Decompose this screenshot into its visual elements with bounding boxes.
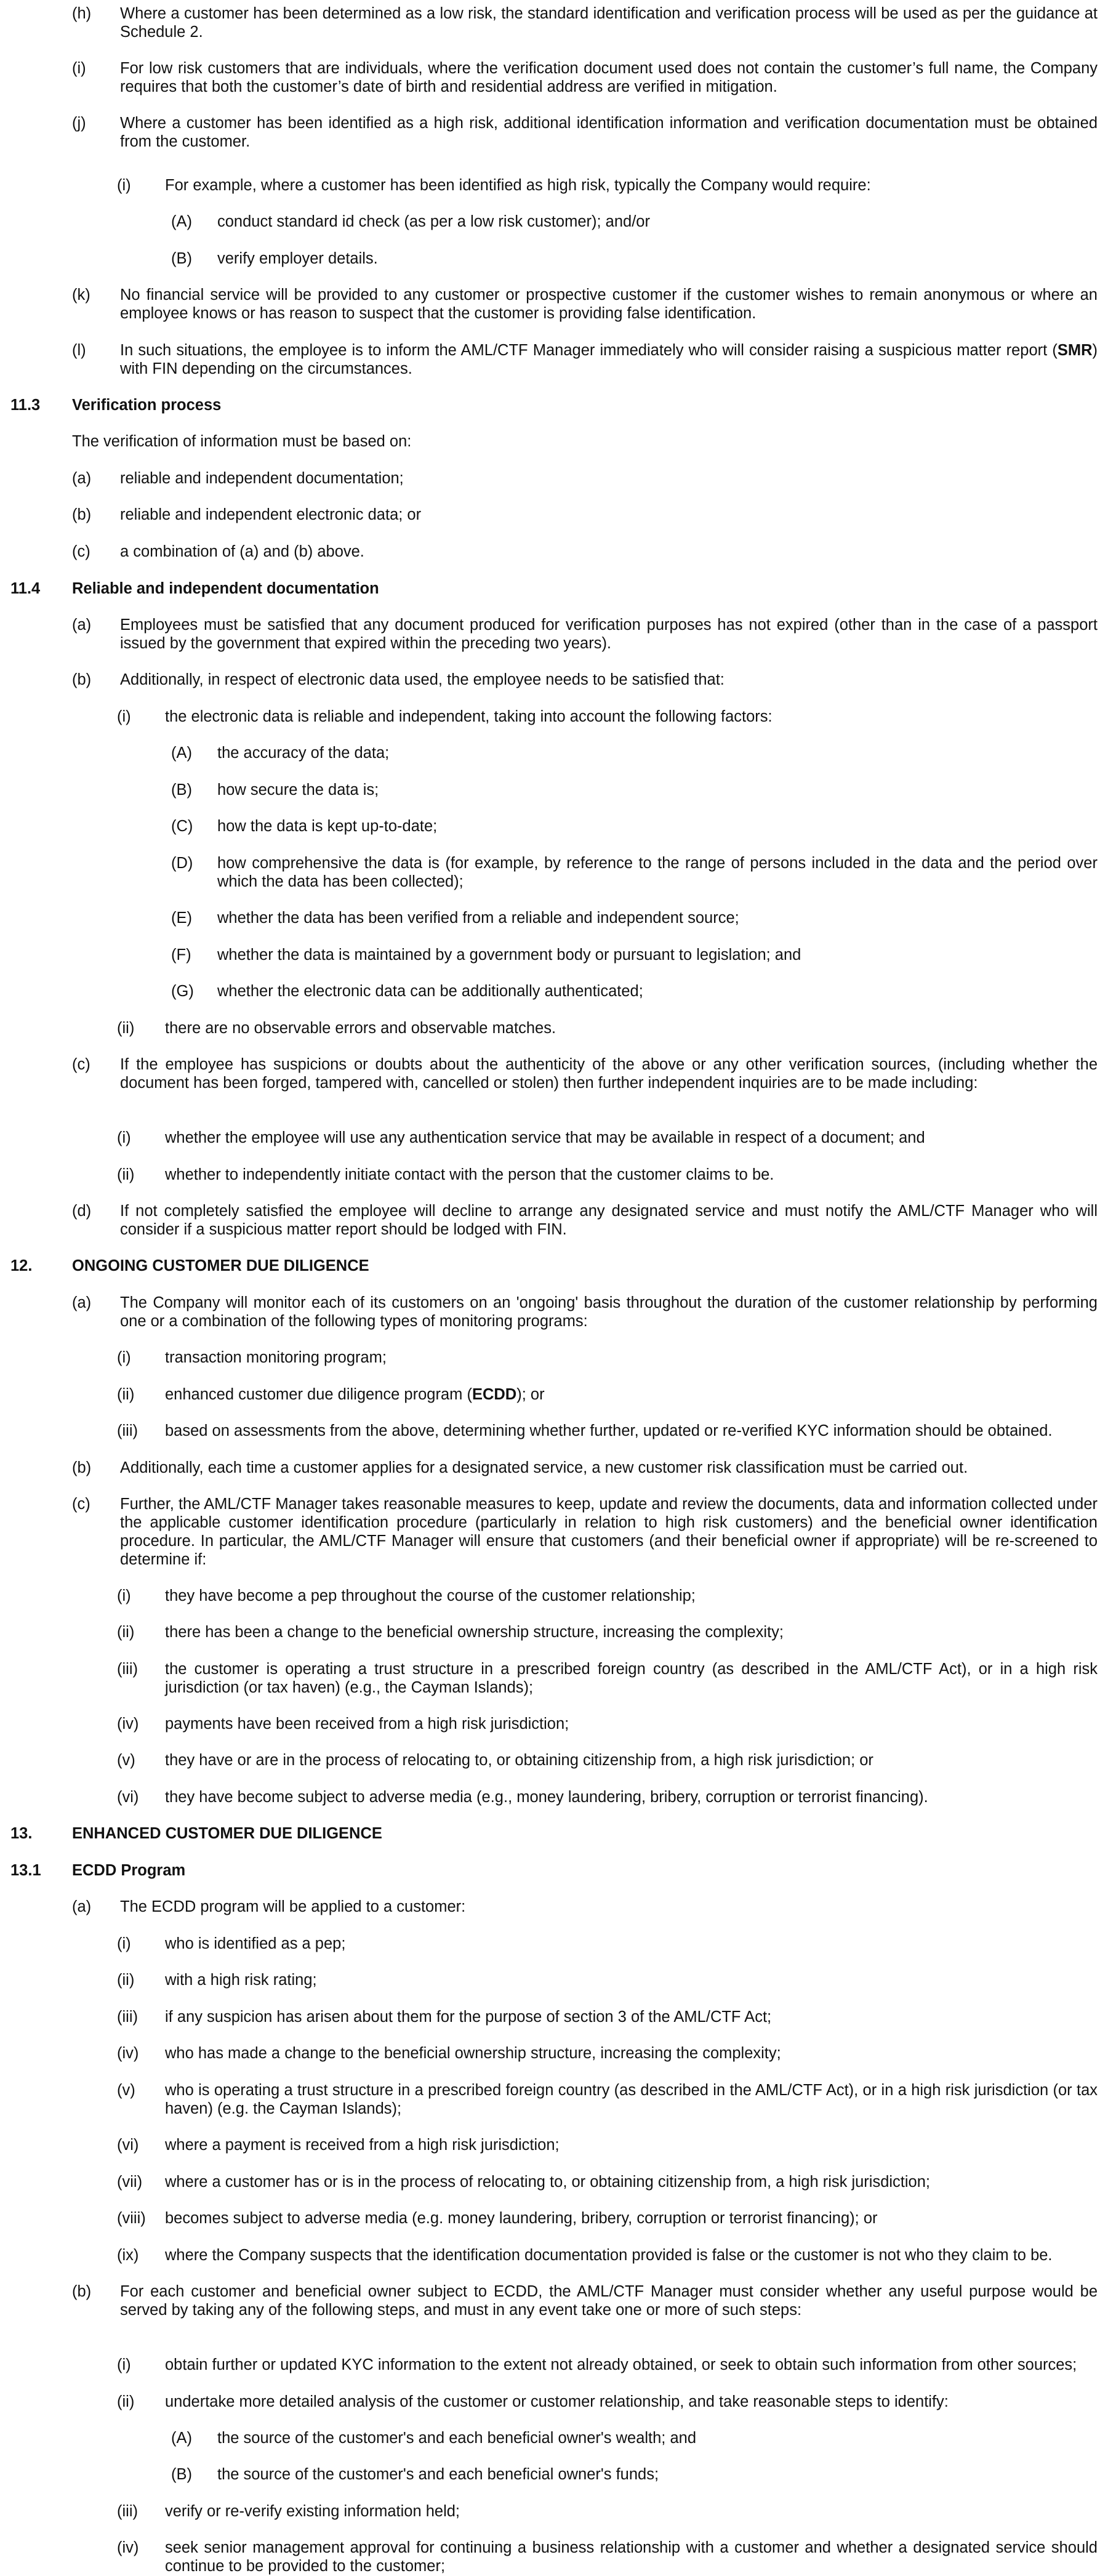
- text-run: payments have been received from a high risk jurisdiction;: [165, 1715, 569, 1733]
- item-number: (b): [72, 1459, 92, 1476]
- item-text: [72, 579, 1098, 598]
- text-run: In such situations, the employee is to inform the AML/CTF Manager immediately who will consider raising a suspicious matter report (: [120, 342, 1058, 359]
- text-run: Where a customer has been identified as a high risk, additional identification information and verification documentation must be obtained from the customer.: [120, 115, 1098, 150]
- text-run: based on assessments from the above, determining whether further, updated or re-verified KYC information should be obtained.: [165, 1422, 1053, 1439]
- text-run: there has been a change to the beneficial ownership structure, increasing the complexity;: [165, 1624, 784, 1641]
- item-text: [120, 1495, 1098, 1569]
- item-text: [120, 616, 1098, 653]
- text-run: verify employer details.: [217, 250, 378, 267]
- item-text: [165, 1385, 1098, 1404]
- item-text: [217, 854, 1098, 891]
- text-run: where a customer has or is in the process of relocating to, or obtaining citizenship from, a high risk jurisdiction;: [165, 2173, 931, 2191]
- item-text: [165, 2538, 1098, 2575]
- bold-text: Verification process: [72, 396, 222, 414]
- item-text: [120, 341, 1098, 378]
- item-number: (i): [117, 1349, 131, 1366]
- text-run: ); or: [516, 1386, 545, 1403]
- text-run: becomes subject to adverse media (e.g. money laundering, bribery, corruption or terrorist financing); or: [165, 2210, 878, 2227]
- bold-text: Reliable and independent documentation: [72, 580, 379, 597]
- item-number: (iii): [117, 1422, 138, 1439]
- item-number: (i): [117, 1935, 131, 1952]
- item-number: (ii): [117, 1020, 135, 1037]
- item-number: (iv): [117, 2539, 139, 2556]
- item-text: [165, 2393, 1098, 2411]
- item-text: [165, 2136, 1098, 2154]
- text-run: ) with FIN depending on the circumstances.: [120, 342, 1098, 377]
- item-text: [165, 1348, 1098, 1367]
- item-number: (b): [72, 506, 92, 523]
- text-run: how the data is kept up-to-date;: [217, 818, 438, 835]
- text-run: with a high risk rating;: [165, 1971, 317, 1989]
- item-text: [165, 1422, 1098, 1440]
- text-run: where the Company suspects that the identification documentation provided is false or the customer is not who they claim to be.: [165, 2247, 1053, 2264]
- item-number: (viii): [117, 2210, 146, 2227]
- item-text: [217, 982, 1098, 1000]
- item-number: (vi): [117, 2136, 139, 2154]
- item-text: [217, 909, 1098, 927]
- item-number: (ii): [117, 2393, 135, 2410]
- text-run: who is identified as a pep;: [165, 1935, 346, 1952]
- item-text: [120, 4, 1098, 41]
- item-number: (iii): [117, 2503, 138, 2520]
- text-run: there are no observable errors and observable matches.: [165, 1020, 556, 1037]
- item-text: [165, 176, 1098, 195]
- item-text: [165, 2081, 1098, 2118]
- bold-text: ENHANCED CUSTOMER DUE DILIGENCE: [72, 1825, 382, 1842]
- text-run: reliable and independent electronic data; or: [120, 506, 422, 523]
- item-number: (iii): [117, 1660, 138, 1678]
- item-text: [217, 744, 1098, 762]
- item-text: [217, 781, 1098, 799]
- item-number: (v): [117, 2082, 135, 2099]
- item-text: [120, 1055, 1098, 1092]
- item-number: (c): [72, 1056, 90, 1073]
- item-number: (c): [72, 543, 90, 560]
- text-run: The Company will monitor each of its customers on an 'ongoing' basis throughout the duration of the customer relationship by performing one or a combination of the following types of monitoring programs:: [120, 1294, 1098, 1330]
- item-number: (ii): [117, 1624, 135, 1641]
- text-run: obtain further or updated KYC information to the extent not already obtained, or seek to obtain such information from other sources;: [165, 2356, 1077, 2373]
- text-run: whether the employee will use any authentication service that may be available in respect of a document; and: [165, 1129, 925, 1146]
- item-number: (b): [72, 671, 92, 688]
- item-text: [165, 1971, 1098, 1989]
- item-number: 12.: [10, 1257, 33, 1274]
- item-text: [165, 2246, 1098, 2264]
- item-number: (ii): [117, 1166, 135, 1183]
- text-run: Additionally, each time a customer applies for a designated service, a new customer risk classification must be carried out.: [120, 1459, 968, 1476]
- bold-text: ECDD Program: [72, 1862, 186, 1879]
- item-number: (j): [72, 115, 86, 132]
- text-run: the source of the customer's and each beneficial owner's wealth; and: [217, 2429, 697, 2447]
- item-number: (vi): [117, 1789, 139, 1806]
- text-run: For example, where a customer has been identified as high risk, typically the Company would require:: [165, 177, 871, 194]
- item-text: [165, 2209, 1098, 2228]
- item-text: [165, 1129, 1098, 1147]
- text-run: The verification of information must be based on:: [72, 433, 412, 450]
- item-text: [72, 1824, 1098, 1843]
- text-run: Additionally, in respect of electronic data used, the employee needs to be satisfied that:: [120, 671, 725, 688]
- item-number: (B): [171, 781, 192, 799]
- item-number: (ii): [117, 1386, 135, 1403]
- item-text: [120, 114, 1098, 151]
- item-number: (v): [117, 1752, 135, 1769]
- item-text: [72, 1861, 1098, 1880]
- text-run: they have become subject to adverse media (e.g., money laundering, bribery, corruption or terrorist financing).: [165, 1789, 928, 1806]
- item-number: 11.3: [10, 396, 41, 414]
- text-run: conduct standard id check (as per a low risk customer); and/or: [217, 213, 650, 230]
- text-run: the customer is operating a trust structure in a prescribed foreign country (as described in the AML/CTF Act), or in a high risk jurisdiction (or tax haven) (e.g., the Cayman Islands);: [165, 1660, 1098, 1696]
- item-number: (l): [72, 342, 86, 359]
- text-run: the electronic data is reliable and independent, taking into account the following factors:: [165, 708, 773, 725]
- item-text: [165, 707, 1098, 726]
- item-number: (A): [171, 2429, 192, 2447]
- text-run: whether the data has been verified from a reliable and independent source;: [217, 909, 739, 927]
- item-number: (a): [72, 470, 92, 487]
- item-text: [165, 1788, 1098, 1806]
- item-number: (a): [72, 1898, 92, 1915]
- item-text: [120, 1294, 1098, 1330]
- text-run: the accuracy of the data;: [217, 744, 390, 762]
- item-number: (b): [72, 2283, 92, 2300]
- text-run: Where a customer has been determined as a low risk, the standard identification and verification process will be used as per the guidance at Schedule 2.: [120, 5, 1098, 41]
- text-run: they have become a pep throughout the course of the customer relationship;: [165, 1587, 696, 1604]
- text-run: how secure the data is;: [217, 781, 379, 799]
- item-number: (i): [117, 177, 131, 194]
- item-number: (B): [171, 2466, 192, 2483]
- item-number: (A): [171, 744, 192, 762]
- text-run: If not completely satisfied the employee will decline to arrange any designated service and must notify the AML/CTF Manager who will consider if a suspicious matter report should be lodged with FIN.: [120, 1202, 1098, 1238]
- item-text: [72, 432, 1098, 451]
- text-run: who is operating a trust structure in a prescribed foreign country (as described in the AML/CTF Act), or in a high risk jurisdiction (or tax haven) (e.g. the Cayman Islands);: [165, 2082, 1098, 2117]
- item-text: [217, 212, 1098, 231]
- item-number: (A): [171, 213, 192, 230]
- item-text: [165, 2173, 1098, 2191]
- item-number: (i): [117, 1587, 131, 1604]
- item-text: [165, 2008, 1098, 2026]
- item-text: [120, 542, 1098, 561]
- item-number: (a): [72, 1294, 92, 1311]
- item-number: (h): [72, 5, 92, 22]
- text-run: the source of the customer's and each beneficial owner's funds;: [217, 2466, 659, 2483]
- item-number: (iv): [117, 2045, 139, 2062]
- text-run: if any suspicion has arisen about them for the purpose of section 3 of the AML/CTF Act;: [165, 2008, 772, 2026]
- item-number: (i): [117, 2356, 131, 2373]
- item-text: [165, 2044, 1098, 2063]
- item-text: [165, 1660, 1098, 1697]
- item-number: (ix): [117, 2247, 139, 2264]
- text-run: For low risk customers that are individuals, where the verification document used does not contain the customer’s full name, the Company requires that both the customer’s date of birth and residential address are verified in mitigation.: [120, 60, 1098, 95]
- item-text: [165, 1751, 1098, 1769]
- item-number: (G): [171, 983, 194, 1000]
- item-text: [217, 946, 1098, 964]
- bold-text: ECDD: [472, 1386, 517, 1403]
- item-number: (k): [72, 286, 90, 304]
- item-number: (ii): [117, 1971, 135, 1989]
- text-run: where a payment is received from a high risk jurisdiction;: [165, 2136, 560, 2154]
- item-number: (E): [171, 909, 192, 927]
- text-run: a combination of (a) and (b) above.: [120, 543, 364, 560]
- item-text: [165, 1165, 1098, 1184]
- item-number: (iii): [117, 2008, 138, 2026]
- text-run: Employees must be satisfied that any document produced for verification purposes has not expired (other than in the case of a passport issued by the government that expired within the preceding two years).: [120, 616, 1098, 652]
- text-run: No financial service will be provided to any customer or prospective customer if the customer wishes to remain anonymous or where an employee knows or has reason to suspect that the customer is providing false identification.: [120, 286, 1098, 322]
- text-run: whether to independently initiate contact with the person that the customer claims to be.: [165, 1166, 774, 1183]
- text-run: they have or are in the process of relocating to, or obtaining citizenship from, a high risk jurisdiction; or: [165, 1752, 873, 1769]
- item-text: [120, 2282, 1098, 2319]
- item-number: (i): [117, 1129, 131, 1146]
- item-number: (C): [171, 818, 193, 835]
- text-run: whether the data is maintained by a government body or pursuant to legislation; and: [217, 946, 801, 964]
- item-text: [217, 2429, 1098, 2447]
- bold-text: ONGOING CUSTOMER DUE DILIGENCE: [72, 1257, 369, 1274]
- item-number: (d): [72, 1202, 92, 1220]
- item-number: 13.: [10, 1825, 33, 1842]
- item-text: [165, 1623, 1098, 1641]
- item-text: [165, 2356, 1098, 2374]
- item-number: (D): [171, 855, 193, 872]
- item-number: (a): [72, 616, 92, 634]
- item-text: [217, 817, 1098, 835]
- bold-text: SMR: [1057, 342, 1093, 359]
- text-run: whether the electronic data can be additionally authenticated;: [217, 983, 643, 1000]
- text-run: reliable and independent documentation;: [120, 470, 404, 487]
- item-number: (i): [72, 60, 86, 77]
- text-run: who has made a change to the beneficial ownership structure, increasing the complexity;: [165, 2045, 781, 2062]
- item-number: (vii): [117, 2173, 143, 2191]
- item-text: [120, 1898, 1098, 1916]
- text-run: enhanced customer due diligence program (: [165, 1386, 472, 1403]
- item-text: [120, 505, 1098, 524]
- item-text: [165, 1934, 1098, 1953]
- item-text: [165, 1715, 1098, 1733]
- item-text: [120, 1202, 1098, 1239]
- item-number: 13.1: [10, 1862, 41, 1879]
- item-number: (iv): [117, 1715, 139, 1733]
- item-text: [120, 670, 1098, 689]
- item-text: [217, 249, 1098, 268]
- item-number: (F): [171, 946, 191, 964]
- item-text: [120, 469, 1098, 488]
- text-run: seek senior management approval for continuing a business relationship with a customer and whether a designated service should continue to be provided to the customer;: [165, 2539, 1098, 2575]
- item-text: [120, 286, 1098, 323]
- text-run: The ECDD program will be applied to a customer:: [120, 1898, 466, 1915]
- text-run: how comprehensive the data is (for example, by reference to the range of persons included in the data and the period over which the data has been collected);: [217, 855, 1098, 890]
- item-text: [120, 1459, 1098, 1477]
- item-text: [120, 59, 1098, 96]
- text-run: transaction monitoring program;: [165, 1349, 387, 1366]
- item-number: 11.4: [10, 580, 41, 597]
- item-number: (B): [171, 250, 192, 267]
- item-text: [72, 1257, 1098, 1275]
- item-text: [72, 396, 1098, 414]
- item-number: (i): [117, 708, 131, 725]
- text-run: undertake more detailed analysis of the customer or customer relationship, and take reasonable steps to identify:: [165, 2393, 949, 2410]
- item-text: [217, 2465, 1098, 2484]
- item-text: [165, 1587, 1098, 1605]
- item-number: (c): [72, 1495, 90, 1513]
- item-text: [165, 1019, 1098, 1037]
- text-run: verify or re-verify existing information held;: [165, 2503, 460, 2520]
- text-run: If the employee has suspicions or doubts about the authenticity of the above or any other verification sources, (including whether the document has been forged, tampered with, cancelled or stolen) then further independent inquiries are to be made including:: [120, 1056, 1098, 1092]
- text-run: Further, the AML/CTF Manager takes reasonable measures to keep, update and review the documents, data and information collected under the applicable customer identification procedure (particularly in relation to high risk customers) and the beneficial owner identification procedure. In particular, the AML/CTF Manager will ensure that customers (and their beneficial owner if appropriate) will be re-screened to determine if:: [120, 1495, 1098, 1568]
- item-text: [165, 2502, 1098, 2521]
- text-run: For each customer and beneficial owner subject to ECDD, the AML/CTF Manager must consider whether any useful purpose would be served by taking any of the following steps, and must in any event take one or more of such steps:: [120, 2283, 1098, 2319]
